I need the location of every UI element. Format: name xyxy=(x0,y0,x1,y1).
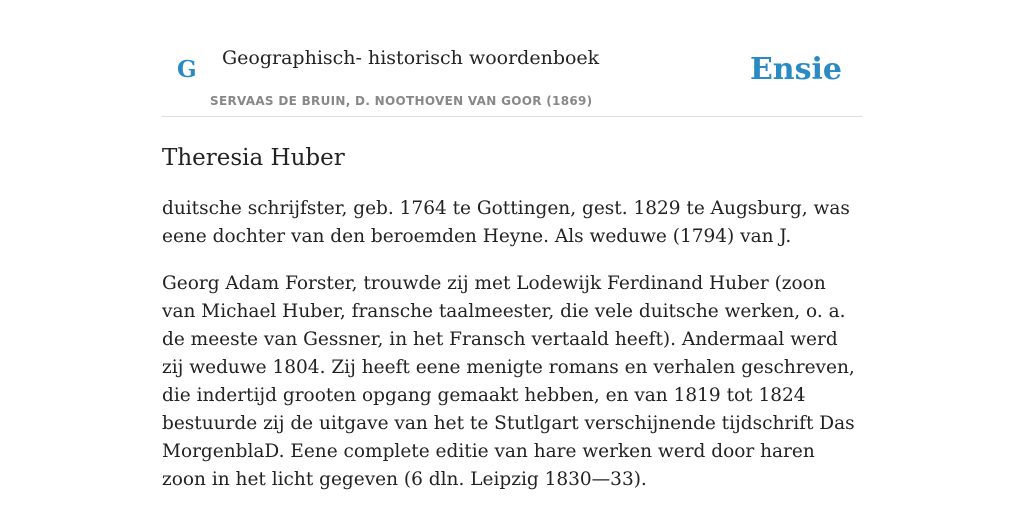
book-logo-icon[interactable]: G xyxy=(177,56,197,83)
entry-title: Theresia Huber xyxy=(162,145,345,171)
header xyxy=(162,0,862,117)
entry-paragraph: duitsche schrijfster, geb. 1764 te Gottingen, gest. 1829 te Augsburg, was eene dochter van den beroemden Heyne. Als weduwe (1794) van J. xyxy=(162,198,850,247)
book-title-link[interactable]: Geographisch- historisch woordenboek xyxy=(222,47,600,69)
entry-paragraph: Georg Adam Forster, trouwde zij met Lodewijk Ferdinand Huber (zoon van Michael Huber, fransche taalmeester, die vele duitsche werken, o. a. de meeste van Gessner, in het Fransch vertaald heeft). Andermaal werd zij weduwe 1804. Zij heeft eene menigte romans en verhalen geschreven, die indertijd grooten opgang gemaakt hebben, en van 1819 tot 1824 bestuurde zij de uitgave van het te Stutlgart verschijnende tijdschrift Das MorgenblaD. Eene complete editie van hare werken werd door haren zoon in het licht gegeven (6 dln. Leipzig 1830—33). xyxy=(162,273,855,490)
ensie-logo-link[interactable]: Ensie xyxy=(749,52,842,87)
entry-body xyxy=(162,195,862,494)
book-authors: SERVAAS DE BRUIN, D. NOOTHOVEN VAN GOOR (1869) xyxy=(210,94,593,108)
page-container xyxy=(162,0,862,494)
